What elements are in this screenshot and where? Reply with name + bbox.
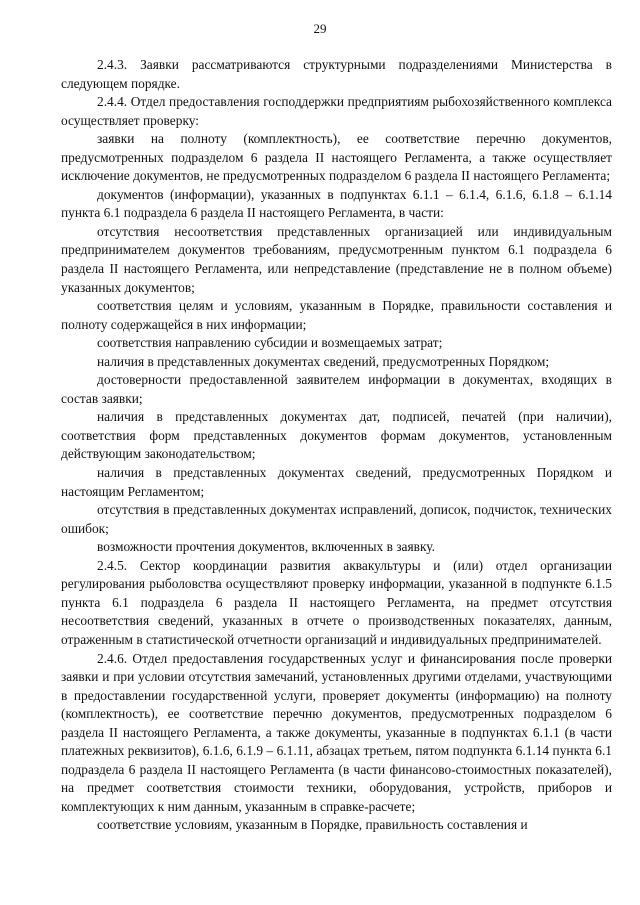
- list-item-conditions-compliance: соответствие условиям, указанным в Порядке, правильность составления и: [97, 817, 528, 833]
- list-item-regulation-info: наличия в представленных документах сведений, предусмотренных Порядком и настоящим Регламентом;: [61, 465, 612, 499]
- list-item-goals-conditions: соответствия целям и условиям, указанным в Порядке, правильности составления и полноту содержащейся в них информации;: [61, 298, 612, 332]
- list-item-completeness-check: заявки на полноту (комплектность), ее соответствие перечню документов, предусмотренных подразделом 6 раздела II настоящего Регламента, а также осуществляет исключение документов, не предусмотренных подразделом 6 раздела II настоящего Регламента;: [61, 131, 612, 184]
- paragraph-2-4-5: 2.4.5. Сектор координации развития аквакультуры и (или) отдел организации регулирования рыболовства осуществляют проверку информации, указанной в подпункте 6.1.5 пункта 6.1 подраздела 6 раздела II настоящего Регламента, на предмет отсутствия несоответствия сведений, указанных в отчете о производственных показателях, данным, отраженным в статистической отчетности организаций и индивидуальных предпринимателей.: [61, 557, 612, 647]
- list-item-reliability: достоверности предоставленной заявителем информации в документах, входящих в состав заявки;: [61, 372, 612, 406]
- list-item-dates-signatures: наличия в представленных документах дат, подписей, печатей (при наличии), соответствия форм представленных документов формам документов, установленным действующим законодательством;: [61, 409, 612, 462]
- list-item-readability: возможности прочтения документов, включенных в заявку.: [97, 539, 435, 555]
- list-item-no-corrections: отсутствия в представленных документах исправлений, дописок, подчисток, технических ошибок;: [61, 502, 612, 536]
- document-body: [61, 56, 612, 835]
- list-item-required-info: наличия в представленных документах сведений, предусмотренных Порядком;: [97, 353, 550, 369]
- paragraph-2-4-6: 2.4.6. Отдел предоставления государственных услуг и финансирования после проверки заявки и при условии отсутствия замечаний, установленных другими отделами, участвующими в предоставлении государственной услуги, проверяет документы (информацию) на полноту (комплектность), ее соответствие перечню документов, предусмотренных подразделом 6 раздела II настоящего Регламента, а также документы, указанные в подпунктах 6.1.1 (в части платежных реквизитов), 6.1.6, 6.1.9 – 6.1.11, абзацах третьем, пятом подпункта 6.1.14 пункта 6.1 подраздела 6 раздела II настоящего Регламента (в части финансово-стоимостных показателей), на предмет соответствия стоимости техники, оборудования, устройств, приборов и комплектующих к ним данным, указанным в справке-расчете;: [61, 650, 612, 814]
- paragraph-2-4-3: 2.4.3. Заявки рассматриваются структурными подразделениями Министерства в следующем порядке.: [61, 57, 612, 91]
- list-item-subsidy-direction: соответствия направлению субсидии и возмещаемых затрат;: [97, 335, 443, 351]
- page-number: 29: [313, 21, 327, 36]
- paragraph-2-4-4: 2.4.4. Отдел предоставления господдержки предприятиям рыбохозяйственного комплекса осуществляет проверку:: [61, 94, 612, 128]
- list-item-no-discrepancy: отсутствия несоответствия представленных организацией или индивидуальным предпринимателем документов требованиям, предусмотренным пунктом 6.1 подраздела 6 раздела II настоящего Регламента, или непредставление (представление не в полном объеме) указанных документов;: [61, 223, 612, 295]
- list-item-documents-subpoints: документов (информации), указанных в подпунктах 6.1.1 – 6.1.4, 6.1.6, 6.1.8 – 6.1.14 пункта 6.1 подраздела 6 раздела II настоящего Регламента, в части:: [61, 186, 612, 221]
